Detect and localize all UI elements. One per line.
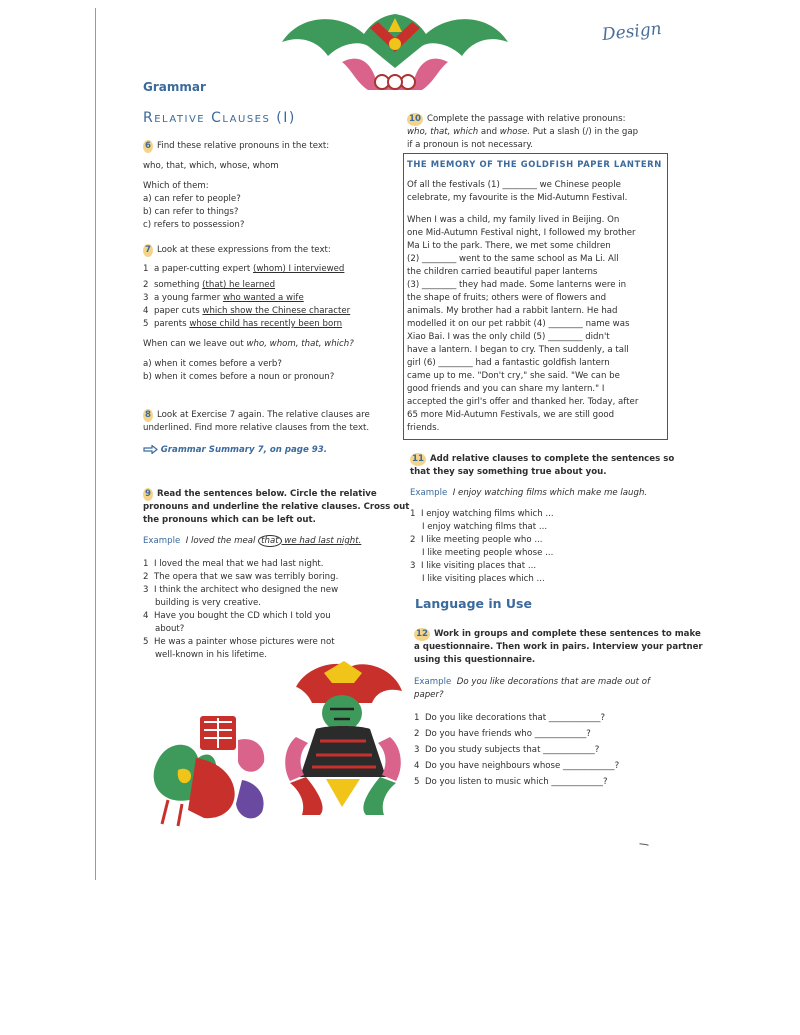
word-list: who, that, which, whose, whom	[143, 161, 279, 171]
grammar-summary-ref: Grammar Summary 7, on page 93.	[160, 445, 328, 455]
section-label: Design	[601, 18, 663, 46]
passage-line: celebrate, my favourite is the Mid-Autumn Festival.	[407, 193, 628, 203]
numbered-item	[143, 279, 388, 292]
item-number: 5	[143, 637, 149, 647]
example	[410, 487, 675, 500]
pronoun-list: who, that, which	[407, 127, 479, 137]
example	[143, 535, 393, 548]
item-number: 2	[143, 572, 149, 582]
item-text: Do you study subjects that ____________?	[424, 745, 600, 755]
item-number: 4	[414, 761, 420, 771]
passage-line: one Mid-Autumn Festival night, I followed my brother	[407, 228, 636, 238]
exercise-instruction: pronouns and underline the relative clauses. Cross out	[143, 502, 410, 512]
exercise-6	[143, 140, 388, 232]
item-text: Do you listen to music which ____________?	[424, 777, 608, 787]
exercise-instruction: underlined. Find more relative clauses from the text.	[143, 423, 370, 433]
exercise-number: 12	[416, 629, 428, 639]
exercise-instruction-tail: Put a slash (/) in the gap	[530, 127, 639, 137]
item-text-continued: well-known in his lifetime.	[155, 650, 267, 660]
item-text-continued: I like meeting people whose ...	[422, 548, 554, 558]
item-number: 3	[143, 293, 149, 303]
page-title: Relative Clauses (I)	[143, 110, 296, 126]
passage-line: the shape of fruits; others were of flowers and	[407, 293, 607, 303]
numbered-item	[414, 742, 684, 758]
item-text: Have you bought the CD which I told you	[153, 611, 331, 621]
language-in-use-heading: Language in Use	[415, 596, 532, 611]
exercise-instruction: a questionnaire. Then work in pairs. Interview your partner	[414, 642, 703, 652]
passage-line: friends.	[407, 423, 440, 433]
numbered-item	[143, 636, 393, 649]
example-text: I loved the meal	[185, 536, 259, 546]
item-number: 3	[410, 561, 416, 571]
example-text-continued: paper?	[414, 690, 444, 700]
exercise-12	[414, 628, 703, 790]
arrow-right-icon	[143, 445, 158, 454]
option-item: b) can refer to things?	[143, 207, 239, 217]
question: Which of them:	[143, 181, 209, 191]
item-number: 5	[414, 777, 420, 787]
numbered-item	[143, 318, 388, 331]
exercise-11	[410, 453, 675, 586]
item-text: I enjoy watching films which ...	[420, 509, 554, 519]
passage-line: Xiao Bai. I was the only child (5) ________ didn't	[407, 332, 610, 342]
passage-line: girl (6) ________ had a fantastic goldfish lantern	[407, 358, 610, 368]
exercise-7	[143, 244, 388, 384]
exercise-instruction: Read the sentences below. Circle the relative	[156, 489, 377, 499]
item-text: I loved the meal that we had last night.	[153, 559, 324, 569]
numbered-item	[143, 584, 393, 597]
item-text: I like meeting people who ...	[420, 535, 543, 545]
example-text: Do you like decorations that are made out of	[456, 677, 651, 687]
passage-line: the children carried beautiful paper lanterns	[407, 267, 598, 277]
example-label: Example	[143, 536, 181, 546]
item-text: something	[153, 280, 203, 290]
exercise-instruction: the pronouns which can be left out.	[143, 515, 316, 525]
exercise-number: 10	[409, 114, 421, 124]
numbered-item	[143, 571, 393, 584]
numbered-item	[414, 710, 684, 726]
passage-line: Of all the festivals (1) ________ we Chinese people	[407, 180, 621, 190]
exercise-number: 7	[145, 245, 151, 255]
exercise-instruction: using this questionnaire.	[414, 655, 536, 665]
option-item: a) can refer to people?	[143, 194, 241, 204]
numbered-item	[414, 758, 684, 774]
exercise-number: 9	[145, 489, 151, 499]
numbered-item	[143, 610, 393, 623]
item-number: 2	[410, 535, 416, 545]
underlined-clause: (whom) I interviewed	[253, 264, 345, 274]
grammar-heading: Grammar	[143, 80, 206, 94]
exercise-instruction: if a pronoun is not necessary.	[407, 140, 534, 150]
passage	[407, 158, 665, 435]
example-label: Example	[414, 677, 452, 687]
numbered-item	[143, 263, 388, 276]
exercise-instruction: Look at these expressions from the text:	[156, 245, 331, 255]
item-number: 1	[143, 264, 149, 274]
passage-line: came up to me. "Don't cry," she said. "We can be	[407, 371, 620, 381]
passage-title: THE MEMORY OF THE GOLDFISH PAPER LANTERN	[407, 159, 662, 169]
question-text: When can we leave out	[143, 339, 247, 349]
exercise-instruction: that they say something true about you.	[410, 467, 607, 477]
underlined-clause: whose child has recently been born	[189, 319, 343, 329]
item-text: a young farmer	[153, 293, 223, 303]
opera-figure-papercut-illustration	[276, 657, 410, 817]
pronoun-list-last: whose.	[499, 127, 531, 137]
exercise-instruction: Complete the passage with relative pronouns:	[426, 114, 626, 124]
item-text: I think the architect who designed the new	[153, 585, 339, 595]
page-corner-mark	[638, 843, 650, 846]
answer-option: a) when it comes before a verb?	[143, 359, 282, 369]
exercise-10	[407, 113, 677, 152]
exercise-instruction	[407, 126, 677, 139]
option-item: c) refers to possession?	[143, 220, 245, 230]
exercise-instruction: Find these relative pronouns in the text:	[156, 141, 330, 151]
passage-line: animals. My brother had a rabbit lantern. He had	[407, 306, 618, 316]
grammar-summary-link[interactable]	[143, 444, 393, 457]
numbered-item	[143, 558, 393, 571]
item-number: 4	[143, 306, 149, 316]
numbered-item	[414, 726, 684, 742]
item-text-continued: I enjoy watching films that ...	[422, 522, 548, 532]
example	[414, 676, 684, 689]
exercise-8	[143, 409, 393, 457]
item-text: I like visiting places that ...	[420, 561, 537, 571]
exercise-9	[143, 488, 410, 662]
passage-line: accepted the girl's offer and thanked her. Today, after	[407, 397, 639, 407]
question	[143, 338, 388, 351]
top-papercut-decoration	[272, 4, 518, 96]
item-number: 5	[143, 319, 149, 329]
item-text: He was a painter whose pictures were not	[153, 637, 335, 647]
item-number: 3	[143, 585, 149, 595]
question-words: who, whom, that, which?	[246, 339, 354, 349]
item-number: 2	[143, 280, 149, 290]
passage-line: have a lantern. I began to cry. Then suddenly, a tall	[407, 345, 629, 355]
item-number: 2	[414, 729, 420, 739]
item-text: The opera that we saw was terribly boring.	[153, 572, 339, 582]
underlined-clause: which show the Chinese character	[202, 306, 351, 316]
numbered-item	[410, 508, 675, 521]
item-text: parents	[153, 319, 190, 329]
underlined-clause: (that) he learned	[202, 280, 276, 290]
item-number: 1	[410, 509, 416, 519]
passage-line: good friends and you can share my lantern." I	[407, 384, 605, 394]
item-number: 3	[414, 745, 420, 755]
example-label: Example	[410, 488, 448, 498]
exercise-number: 8	[145, 410, 151, 420]
passage-line: Ma Li to the park. There, we met some children	[407, 241, 611, 251]
passage-line: modelled it on our pet rabbit (4) ________ name was	[407, 319, 630, 329]
item-text-continued: building is very creative.	[155, 598, 261, 608]
example-text: I enjoy watching films which make me laugh.	[452, 488, 648, 498]
answer-option: b) when it comes before a noun or pronoun?	[143, 372, 335, 382]
pronoun-list-and: and	[478, 127, 500, 137]
exercise-number: 11	[412, 454, 424, 464]
underlined-clause: we had last night.	[281, 536, 362, 546]
underlined-clause: who wanted a wife	[222, 293, 304, 303]
passage-line: (2) ________ went to the same school as Ma Li. All	[407, 254, 619, 264]
item-text-continued: I like visiting places which ...	[422, 574, 545, 584]
exercise-instruction: Add relative clauses to complete the sentences so	[429, 454, 675, 464]
item-text: paper cuts	[153, 306, 203, 316]
item-text: Do you have friends who ____________?	[424, 729, 591, 739]
exercise-instruction: Look at Exercise 7 again. The relative clauses are	[156, 410, 370, 420]
item-text-continued: about?	[155, 624, 185, 634]
numbered-item	[143, 305, 388, 318]
rooster-papercut-illustration	[138, 700, 278, 830]
exercise-instruction: Work in groups and complete these sentences to make	[433, 629, 701, 639]
numbered-item	[143, 292, 388, 305]
numbered-item	[410, 560, 675, 573]
item-text: a paper-cutting expert	[153, 264, 254, 274]
passage-line: 65 more Mid-Autumn Festivals, we are still good	[407, 410, 615, 420]
item-number: 1	[414, 713, 420, 723]
numbered-item	[414, 774, 684, 790]
item-text: Do you have neighbours whose ____________?	[424, 761, 620, 771]
item-number: 4	[143, 611, 149, 621]
passage-line: (3) ________ they had made. Some lanterns were in	[407, 280, 627, 290]
page-edge	[95, 8, 96, 880]
item-text: Do you like decorations that ____________?	[424, 713, 606, 723]
circled-pronoun: that	[258, 535, 281, 547]
exercise-number: 6	[145, 141, 151, 151]
numbered-item	[410, 534, 675, 547]
item-number: 1	[143, 559, 149, 569]
passage-line: When I was a child, my family lived in Beijing. On	[407, 215, 620, 225]
